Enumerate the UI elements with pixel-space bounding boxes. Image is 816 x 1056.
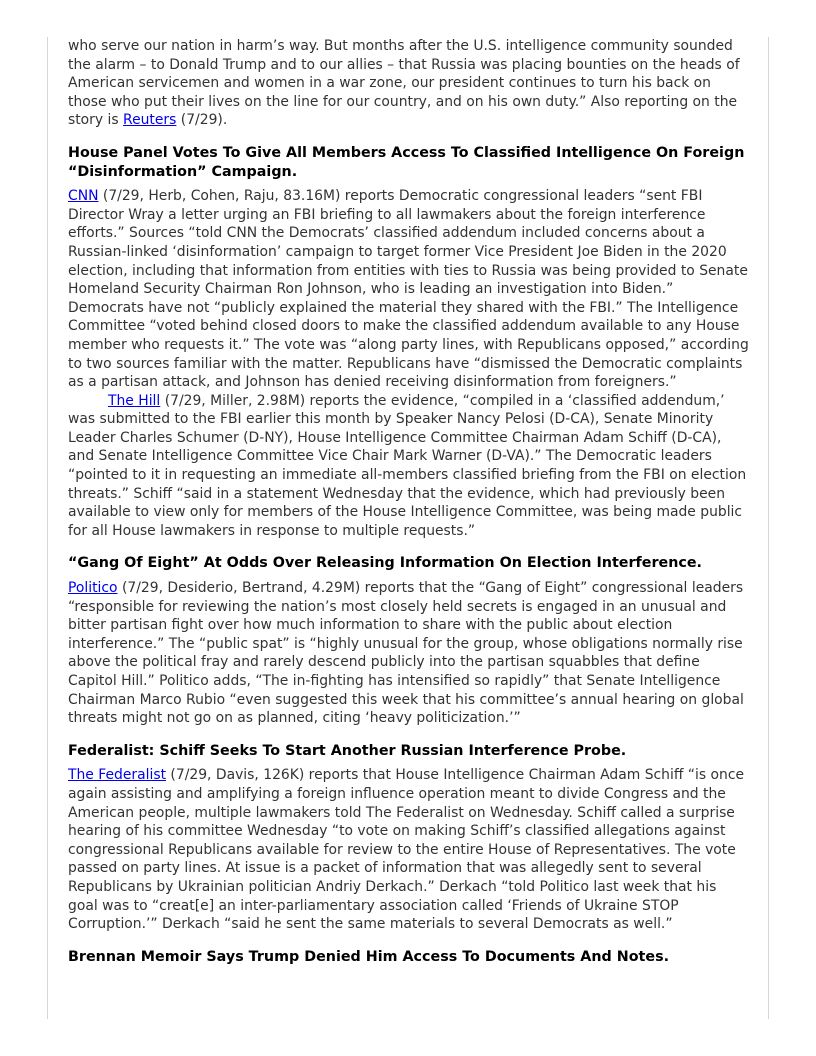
reuters-link[interactable]: Reuters (123, 112, 177, 129)
article-paragraph (68, 187, 750, 392)
the-hill-link[interactable]: The Hill (108, 392, 161, 409)
right-margin-rule (768, 37, 769, 1019)
federalist-link[interactable]: The Federalist (68, 767, 167, 784)
headline-brennan-memoir: Brennan Memoir Says Trump Denied Him Access To Documents And Notes. (68, 948, 670, 965)
document-body (68, 37, 750, 972)
intro-paragraph (68, 37, 750, 130)
paragraph-text: (7/29, Desiderio, Bertrand, 4.29M) reports that the “Gang of Eight” congressional leaders “responsible for reviewing the nation’s most closely held secrets is engaged in an unusual and bitter partisan fight over how much information to share with the public about election interference.” The “public spat” is “highly unusual for the group, whose obligations normally rise above the political fray and rarely descend publicly into the partisan squabbles that define Capitol Hill.” Politico adds, “The in-fighting has intensified so rapidly” that Senate Intelligence Chairman Marco Rubio “even suggested this week that his committee’s annual hearing on global threats might not go on as planned, citing ‘heavy politicization.’” (68, 580, 744, 727)
paragraph-text: (7/29, Davis, 126K) reports that House Intelligence Chairman Adam Schiff “is once again assisting and amplifying a foreign influence operation meant to divide Congress and the American people, multiple lawmakers told The Federalist on Wednesday. Schiff called a surprise hearing of his committee Wednesday “to vote on making Schiff’s classified allegations against congressional Republicans available for review to the entire House of Representatives. The vote passed on party lines. At issue is a packet of information that was allegedly sent to several Republicans by Ukrainian politician Andriy Derkach.” Derkach “told Politico last week that his goal was to “creat[e] an inter-parliamentary association called ‘Friends of Ukraine STOP Corruption.’” Derkach “said he sent the same materials to several Democrats as well.” (68, 767, 745, 933)
headline-house-panel: House Panel Votes To Give All Members Access To Classified Intelligence On Foreign “Disinformation” Campaign. (68, 144, 745, 180)
article-paragraph (68, 766, 750, 933)
article-paragraph (68, 579, 750, 728)
cnn-link[interactable]: CNN (68, 188, 99, 205)
intro-tail: (7/29). (176, 112, 228, 129)
paragraph-text: (7/29, Miller, 2.98M) reports the evidence, “compiled in a ‘classified addendum,’ was submitted to the FBI earlier this month by Speaker Nancy Pelosi (D-CA), Senate Minority Leader Charles Schumer (D-NY), House Intelligence Committee Chairman Adam Schiff (D-CA), and Senate Intelligence Committee Vice Chair Mark Warner (D-VA).” The Democratic leaders “pointed to it in requesting an immediate all-members classified briefing from the FBI on election threats.” Schiff “said in a statement Wednesday that the evidence, which had previously been available to view only for members of the House Intelligence Committee, was being made public for all House lawmakers in response to multiple requests.” (68, 392, 747, 539)
headline-gang-of-eight: “Gang Of Eight” At Odds Over Releasing Information On Election Interference. (68, 555, 702, 572)
paragraph-text: (7/29, Herb, Cohen, Raju, 83.16M) reports Democratic congressional leaders “sent FBI Director Wray a letter urging an FBI briefing to all lawmakers about the foreign interference efforts.” Sources “told CNN the Democrats’ classified addendum included concerns about a Russian-linked ‘disinformation’ campaign to target former Vice President Joe Biden in the 2020 election, including that information from entities with ties to Russia was being provided to Senate Homeland Security Chairman Ron Johnson, who is leading an investigation into Biden.” Democrats have not “publicly explained the material they shared with the FBI.” The Intelligence Committee “voted behind closed doors to make the classified addendum available to any House member who requests it.” The vote was “along party lines, with Republicans opposed,” according to two sources familiar with the matter. Republicans have “dismissed the Democratic complaints as a partisan attack, and Johnson has denied receiving disinformation from foreigners.” (68, 188, 749, 391)
intro-text: who serve our nation in harm’s way. But months after the U.S. intelligence community sounded the alarm – to Donald Trump and to our allies – that Russia was placing bounties on the heads of American servicemen and women in a war zone, our president continues to turn his back on those who put their lives on the line for our country, and on his own duty.” Also reporting on the story is (68, 38, 740, 129)
article-paragraph (68, 392, 750, 541)
left-margin-rule (47, 37, 48, 1019)
politico-link[interactable]: Politico (68, 580, 118, 597)
headline-federalist: Federalist: Schiff Seeks To Start Another Russian Interference Probe. (68, 742, 627, 759)
